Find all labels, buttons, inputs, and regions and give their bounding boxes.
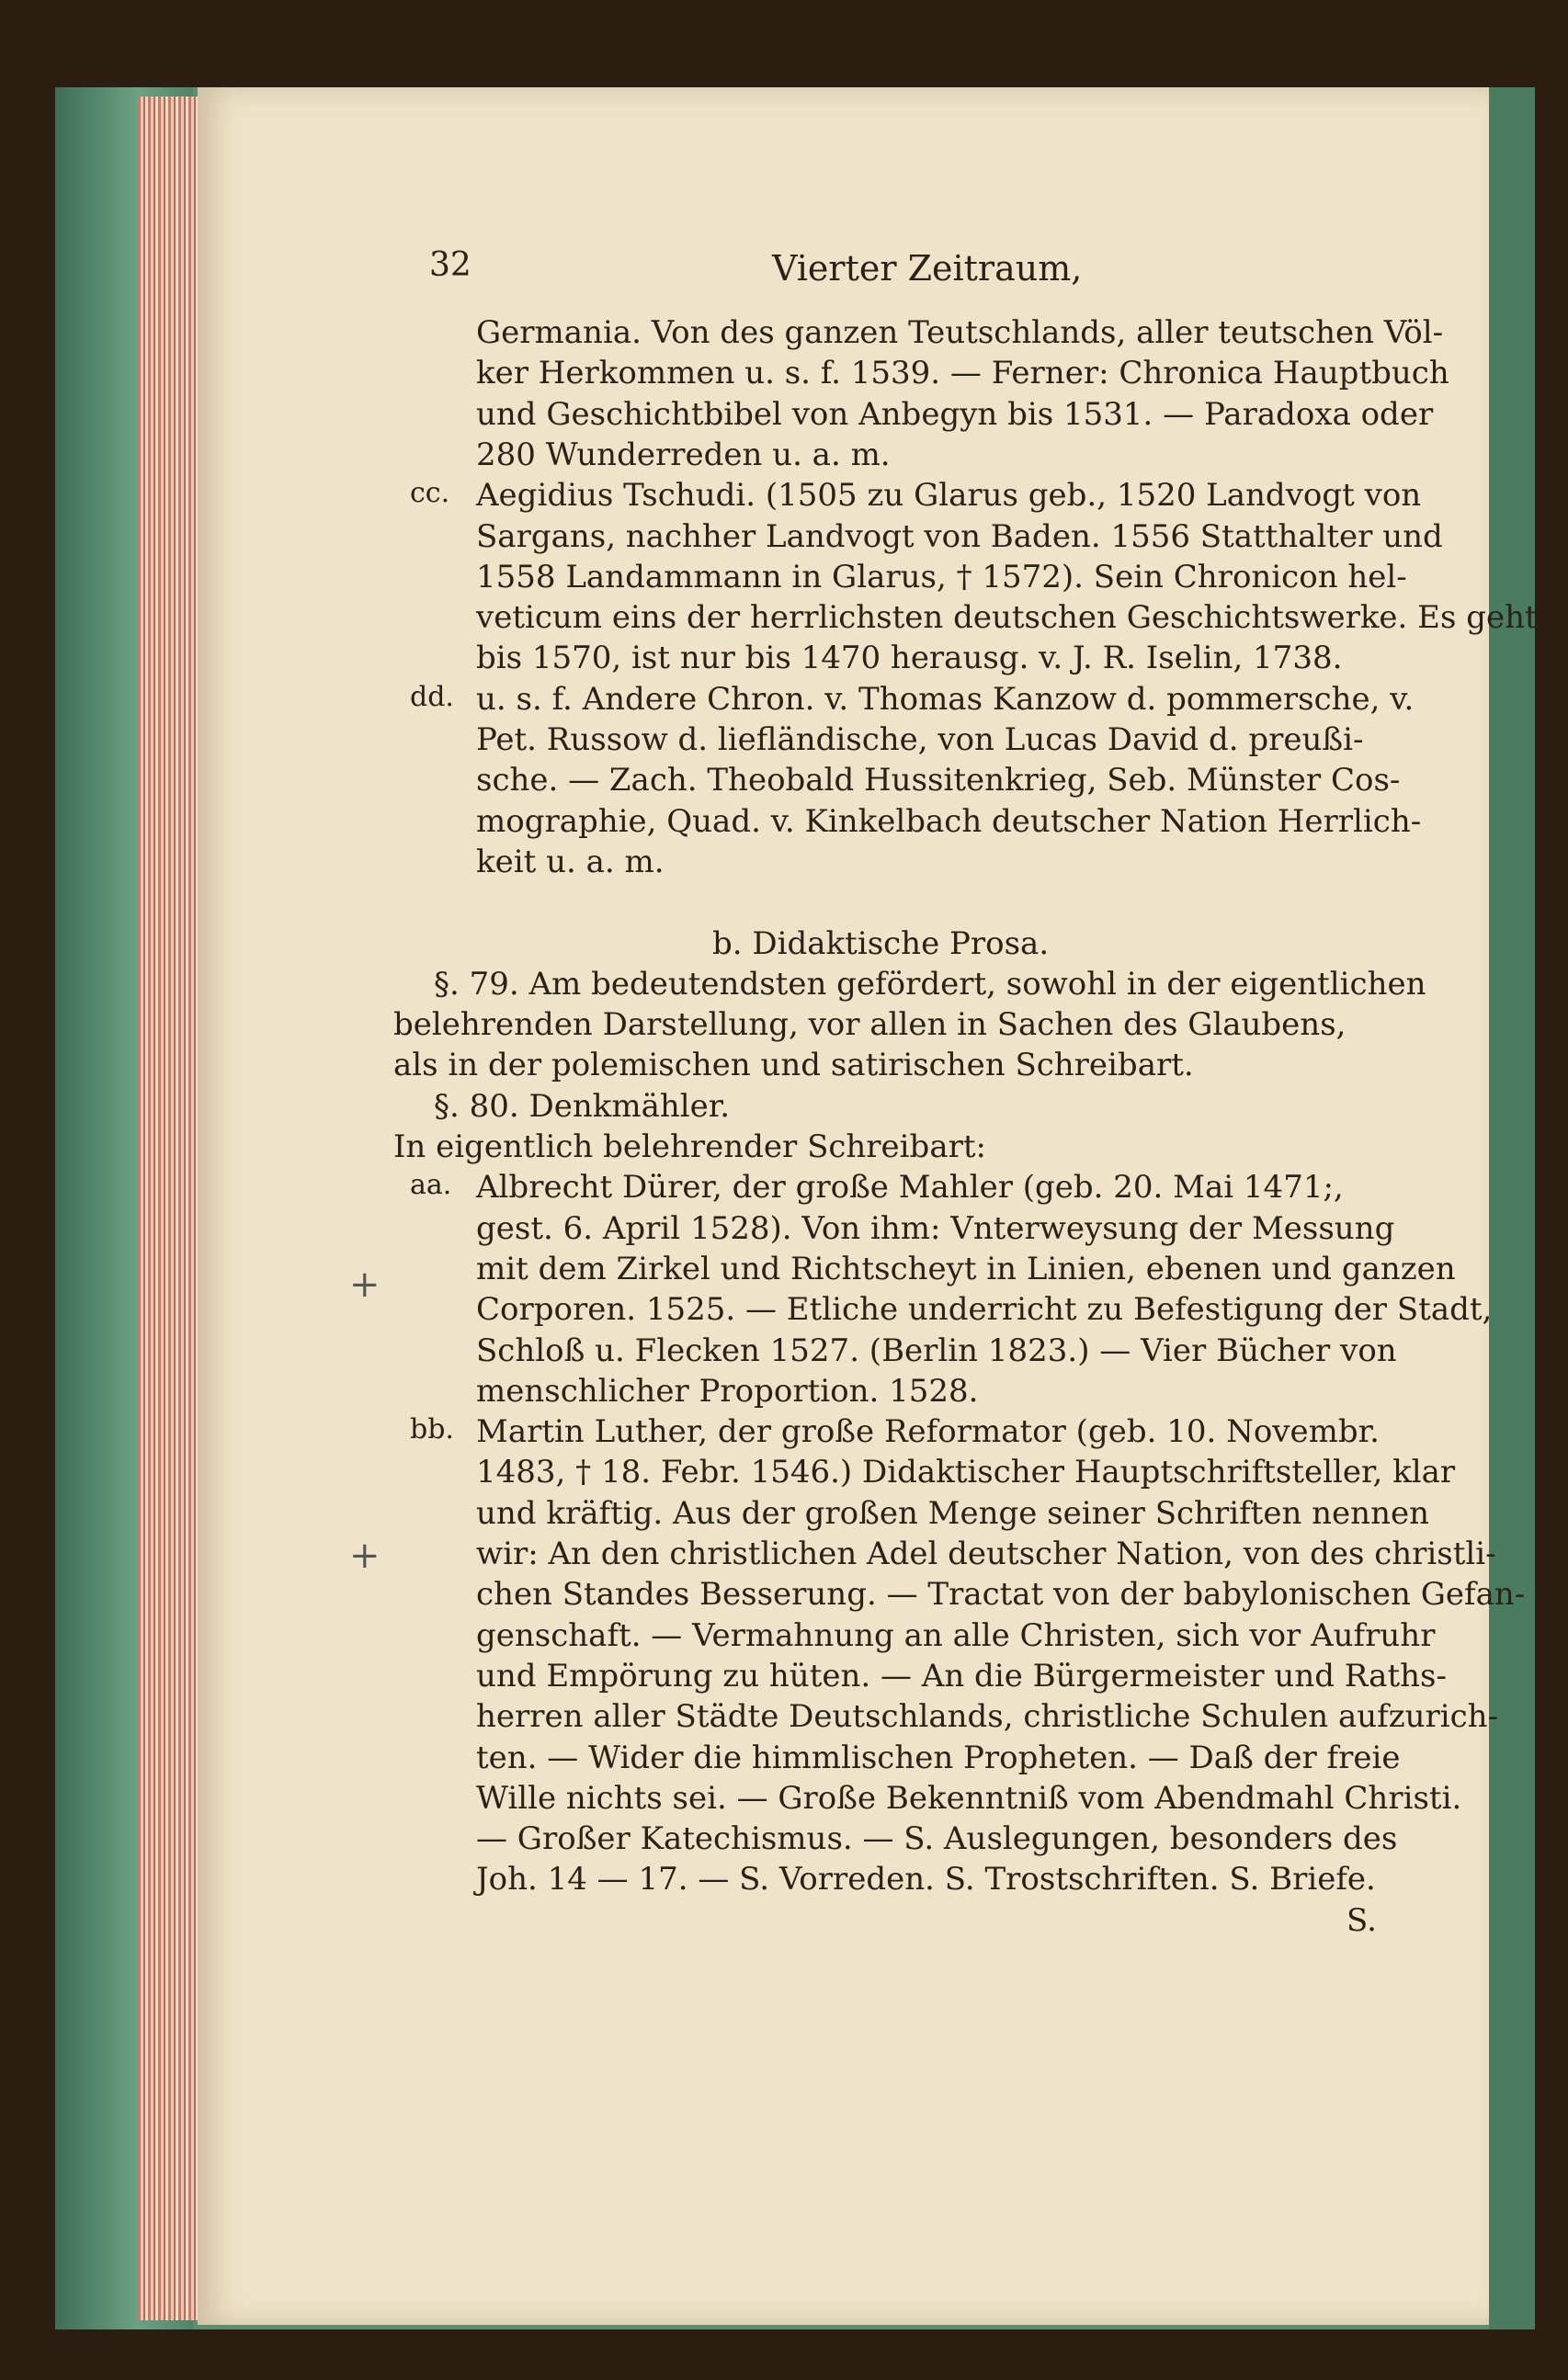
text-line: Corporen. 1525. — Etliche underricht zu Befestigung der Stadt,	[476, 1291, 1493, 1329]
text-line: Sargans, nachher Landvogt von Baden. 1556 Statthalter und	[476, 517, 1443, 555]
text-line: keit u. a. m.	[476, 843, 665, 880]
text-line: und Empörung zu hüten. — An die Bürgermeister und Raths-	[476, 1657, 1447, 1694]
running-head: Vierter Zeitraum,	[772, 248, 1083, 289]
text-line: 1483, † 18. Febr. 1546.) Didaktischer Hauptschriftsteller, klar	[476, 1454, 1456, 1491]
margin-mark-aa: +	[349, 1264, 381, 1306]
text-line: Germania. Von des ganzen Teutschlands, aller teutschen Völ-	[476, 314, 1444, 351]
text-line: u. s. f. Andere Chron. v. Thomas Kanzow d. pommersche, v.	[476, 680, 1415, 718]
text-line: Wille nichts sei. — Große Bekenntniß vom Abendmahl Christi.	[476, 1779, 1462, 1817]
text-line: herren aller Städte Deutschlands, christliche Schulen aufzurich-	[476, 1698, 1499, 1736]
text-line: ten. — Wider die himmlischen Propheten. — Daß der freie	[476, 1739, 1401, 1776]
text-line: wir: An den christlichen Adel deutscher Nation, von des christli-	[476, 1536, 1496, 1572]
text-line: Albrecht Dürer, der große Mahler (geb. 20. Mai 1471;,	[476, 1169, 1344, 1207]
entry-label: dd.	[410, 680, 454, 713]
text-line: 1558 Landammann in Glarus, † 1572). Sein Chronicon hel-	[476, 558, 1407, 595]
text-line: Aegidius Tschudi. (1505 zu Glarus geb., 1520 Landvogt von	[476, 477, 1422, 515]
text-line: Pet. Russow d. liefländische, von Lucas David d. preußi-	[476, 721, 1364, 758]
text-line: §. 79. Am bedeutendsten gefördert, sowohl in der eigentlichen	[434, 965, 1426, 1003]
text-line: veticum eins der herrlichsten deutschen Geschichtswerke. Es geht	[476, 599, 1538, 637]
text-line: §. 80. Denkmähler.	[434, 1087, 731, 1125]
entry-label: cc.	[410, 477, 450, 510]
text-line: mit dem Zirkel und Richtscheyt in Linien, ebenen und ganzen	[476, 1250, 1456, 1287]
text-line: und kräftig. Aus der großen Menge seiner Schriften nennen	[476, 1494, 1429, 1532]
page-number: 32	[429, 246, 472, 284]
cover-edge-right	[1489, 87, 1535, 2329]
text-line: chen Standes Besserung. — Tractat von der babylonischen Gefan-	[476, 1576, 1526, 1614]
text-line: 280 Wunderreden u. a. m.	[476, 436, 891, 473]
section-heading: b. Didaktische Prosa.	[712, 924, 1050, 962]
text-line: genschaft. — Vermahnung an alle Christen, sich vor Aufruhr	[476, 1616, 1436, 1654]
text-line: sche. — Zach. Theobald Hussitenkrieg, Seb. Münster Cos-	[476, 762, 1401, 799]
entry-label: bb.	[410, 1413, 454, 1446]
entry-label: aa.	[410, 1169, 452, 1202]
text-line: menschlicher Proportion. 1528.	[476, 1372, 979, 1410]
text-line: ker Herkommen u. s. f. 1539. — Ferner: Chronica Hauptbuch	[476, 355, 1449, 392]
text-line: mographie, Quad. v. Kinkelbach deutscher Nation Herrlich-	[476, 802, 1422, 840]
text-line: Schloß u. Flecken 1527. (Berlin 1823.) — Vier Bücher von	[476, 1332, 1397, 1369]
text-line: als in der polemischen und satirischen Schreibart.	[393, 1047, 1194, 1084]
text-line: S.	[1346, 1901, 1377, 1939]
margin-mark-bb: +	[349, 1535, 381, 1577]
text-line: — Großer Katechismus. — S. Auslegungen, besonders des	[476, 1820, 1398, 1858]
text-line: Joh. 14 — 17. — S. Vorreden. S. Trostschriften. S. Briefe.	[476, 1861, 1376, 1898]
text-line: In eigentlich belehrender Schreibart:	[393, 1128, 986, 1165]
text-line: bis 1570, ist nur bis 1470 herausg. v. J. R. Iselin, 1738.	[476, 640, 1343, 677]
text-line: belehrenden Darstellung, vor allen in Sachen des Glaubens,	[393, 1006, 1346, 1044]
text-line: gest. 6. April 1528). Von ihm: Vnterweysung der Messung	[476, 1209, 1395, 1247]
text-line: und Geschichtbibel von Anbegyn bis 1531. — Paradoxa oder	[476, 395, 1434, 433]
text-line: Martin Luther, der große Reformator (geb. 10. Novembr.	[476, 1413, 1380, 1451]
